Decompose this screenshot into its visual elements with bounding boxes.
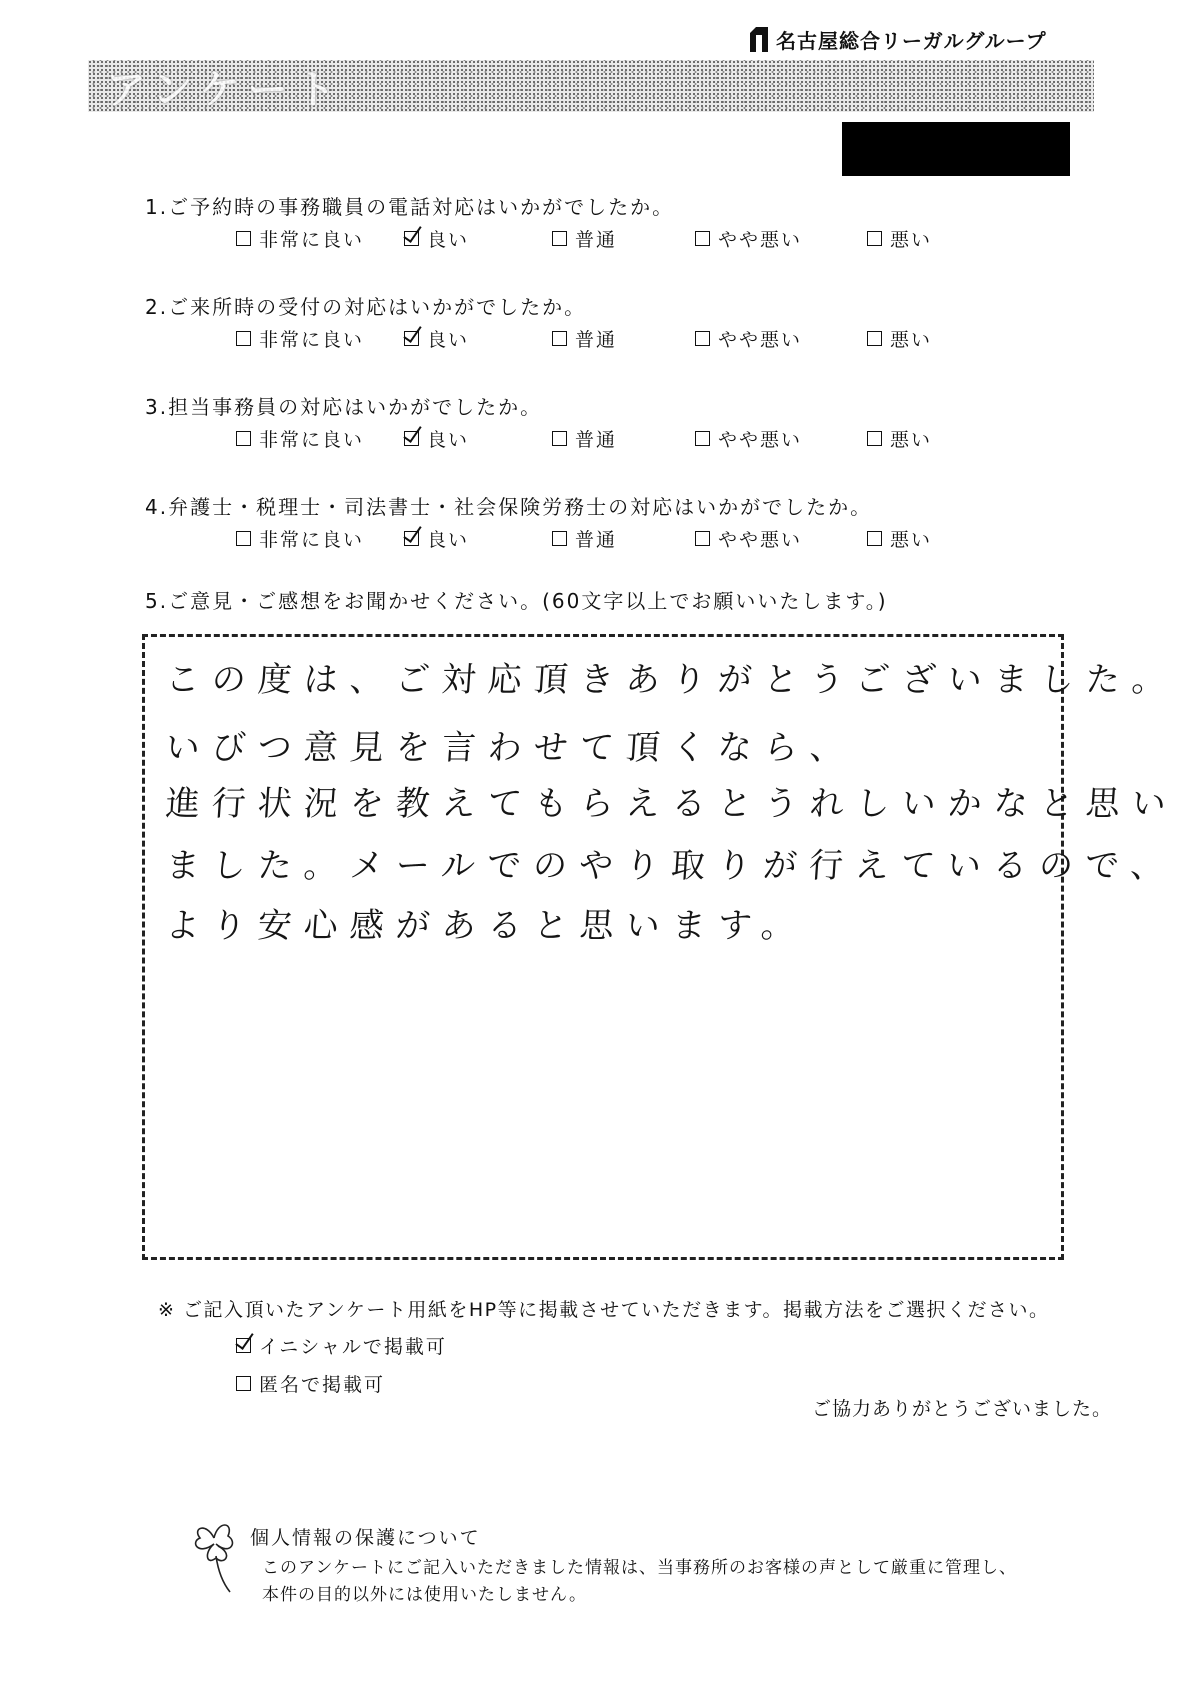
q1-option[interactable]: [867, 225, 932, 252]
q3-option[interactable]: [552, 425, 617, 452]
option-label: 良い: [427, 529, 470, 551]
q3-option[interactable]: [867, 425, 932, 452]
question-4: 4.弁護士・税理士・司法書士・社会保険労務士の対応はいかがでしたか。: [145, 495, 873, 519]
option-label: 良い: [427, 229, 470, 251]
option-label: 悪い: [890, 429, 933, 451]
q4-option[interactable]: [236, 525, 364, 552]
checkbox-icon[interactable]: [695, 231, 710, 246]
checkbox-icon[interactable]: [867, 531, 882, 546]
option-label: やや悪い: [718, 229, 803, 251]
brand-name: 名古屋総合リーガルグループ: [776, 28, 1047, 53]
building-logo-icon: [748, 25, 770, 53]
publish-option-initial-label: イニシャルで掲載可: [259, 1336, 447, 1358]
comment-line-2: いびつ意見を言わせて頂くなら、: [164, 728, 858, 768]
q1-option[interactable]: [236, 225, 364, 252]
q2-option[interactable]: [695, 325, 802, 352]
checkbox-icon[interactable]: [867, 331, 882, 346]
option-label: 普通: [575, 229, 618, 251]
checkbox-icon[interactable]: [236, 531, 251, 546]
checkbox-icon[interactable]: [236, 1376, 251, 1391]
thanks-message: ご協力ありがとうございました。: [812, 1398, 1113, 1420]
privacy-line-1: このアンケートにご記入いただきました情報は、当事務所のお客様の声として厳重に管理し、: [262, 1558, 1017, 1578]
checkbox-checked-icon[interactable]: [404, 431, 419, 446]
checkbox-icon[interactable]: [552, 531, 567, 546]
option-label: 普通: [575, 329, 618, 351]
option-label: 普通: [575, 429, 618, 451]
option-label: やや悪い: [718, 329, 803, 351]
q3-option[interactable]: [404, 425, 469, 452]
privacy-line-2: 本件の目的以外には使用いたしません。: [262, 1585, 588, 1605]
banner-title: アンケート: [106, 66, 344, 112]
publish-option-anonymous-label: 匿名で掲載可: [259, 1374, 386, 1396]
checkbox-icon[interactable]: [552, 231, 567, 246]
checkbox-icon[interactable]: [867, 231, 882, 246]
q3-option[interactable]: [695, 425, 802, 452]
option-label: 悪い: [890, 529, 933, 551]
option-label: 非常に良い: [259, 529, 365, 551]
q4-option[interactable]: [552, 525, 617, 552]
q1-option[interactable]: [404, 225, 469, 252]
option-label: やや悪い: [718, 529, 803, 551]
comment-line-3: 進行状況を教えてもらえるとうれしいかなと思い: [164, 784, 1180, 824]
checkbox-icon[interactable]: [695, 431, 710, 446]
option-label: 悪い: [890, 329, 933, 351]
q3-option[interactable]: [236, 425, 364, 452]
checkbox-checked-icon[interactable]: [404, 231, 419, 246]
privacy-title: 個人情報の保護について: [250, 1527, 481, 1549]
checkbox-checked-icon[interactable]: [404, 331, 419, 346]
checkbox-icon[interactable]: [236, 331, 251, 346]
q4-option[interactable]: [695, 525, 802, 552]
q1-option[interactable]: [695, 225, 802, 252]
checkbox-icon[interactable]: [867, 431, 882, 446]
checkbox-icon[interactable]: [695, 331, 710, 346]
q4-option[interactable]: [404, 525, 469, 552]
comment-line-1: この度は、ご対応頂きありがとうございました。: [164, 660, 1180, 700]
publish-note: ※ ご記入頂いたアンケート用紙をHP等に掲載させていただきます。掲載方法をご選択ください。: [158, 1299, 1050, 1321]
checkbox-icon[interactable]: [552, 431, 567, 446]
q2-option[interactable]: [552, 325, 617, 352]
q2-option[interactable]: [404, 325, 469, 352]
publish-option-anonymous[interactable]: [236, 1370, 385, 1397]
question-3: 3.担当事務員の対応はいかがでしたか。: [145, 395, 543, 419]
option-label: 普通: [575, 529, 618, 551]
checkbox-icon[interactable]: [552, 331, 567, 346]
option-label: 非常に良い: [259, 429, 365, 451]
publish-option-initial[interactable]: [236, 1332, 447, 1359]
checkbox-icon[interactable]: [236, 231, 251, 246]
clover-icon: [188, 1508, 240, 1594]
option-label: 非常に良い: [259, 229, 365, 251]
q4-option[interactable]: [867, 525, 932, 552]
comment-line-5: より安心感があると思います。: [164, 906, 809, 946]
checkbox-icon[interactable]: [695, 531, 710, 546]
question-2: 2.ご来所時の受付の対応はいかがでしたか。: [145, 295, 587, 319]
checkbox-checked-icon[interactable]: [404, 531, 419, 546]
checkbox-checked-icon[interactable]: [236, 1338, 251, 1353]
q2-option[interactable]: [867, 325, 932, 352]
brand-logo: [748, 24, 1047, 54]
option-label: 悪い: [890, 229, 933, 251]
option-label: 良い: [427, 429, 470, 451]
redaction-block: [842, 122, 1070, 176]
comment-line-4: ました。メールでのやり取りが行えているので、: [164, 846, 1178, 886]
question-1: 1.ご予約時の事務職員の電話対応はいかがでしたか。: [145, 195, 675, 219]
question-5: 5.ご意見・ご感想をお聞かせください。(60文字以上でお願いいたします。): [145, 589, 888, 613]
option-label: やや悪い: [718, 429, 803, 451]
checkbox-icon[interactable]: [236, 431, 251, 446]
q2-option[interactable]: [236, 325, 364, 352]
option-label: 非常に良い: [259, 329, 365, 351]
q1-option[interactable]: [552, 225, 617, 252]
survey-banner: [88, 60, 1094, 112]
option-label: 良い: [427, 329, 470, 351]
